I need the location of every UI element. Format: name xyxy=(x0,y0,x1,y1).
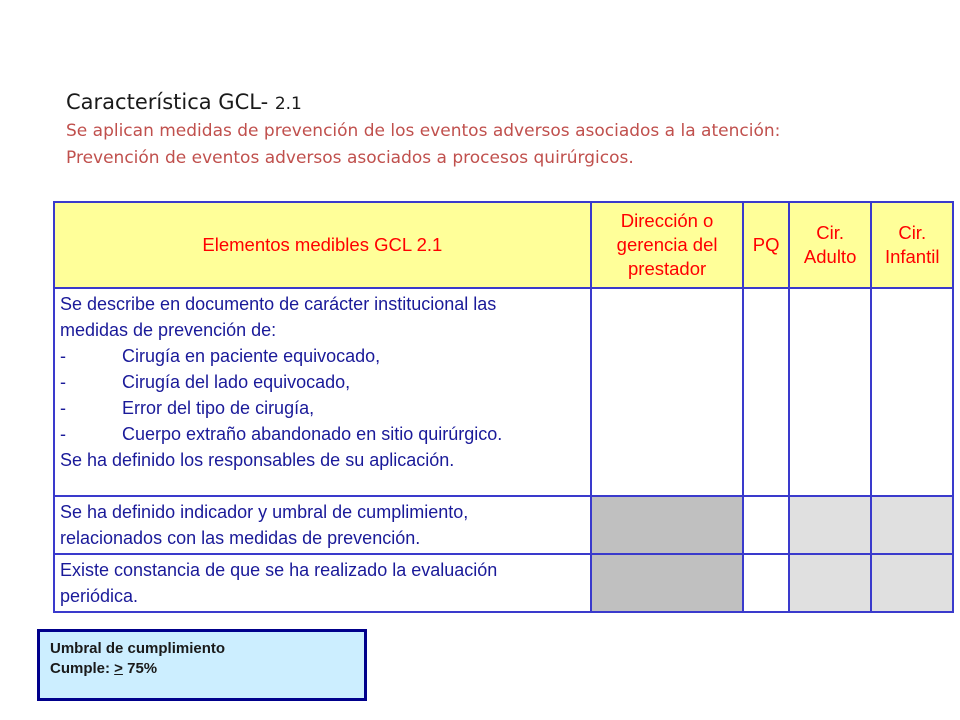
compliance-threshold-box xyxy=(37,629,367,701)
table-row xyxy=(54,554,953,612)
row-1-pq-cell xyxy=(743,288,788,496)
title-number: 2.1 xyxy=(274,94,302,114)
header-elements: Elementos medibles GCL 2.1 xyxy=(54,202,591,288)
characteristic-description-line-1: Se aplican medidas de prevención de los eventos adversos asociados a la atención: xyxy=(66,121,781,141)
row-1-cir-child-cell xyxy=(871,288,953,496)
row-2-cir-child-cell xyxy=(871,496,953,554)
title-prefix: Característica GCL- xyxy=(66,90,275,114)
row-1-cir-adult-cell xyxy=(789,288,872,496)
table-header-row xyxy=(54,202,953,288)
header-cir-adult: Cir. Adulto xyxy=(789,202,872,288)
row-3-description: Existe constancia de que se ha realizado la evaluación periódica. xyxy=(54,554,591,612)
row-2-pq-cell xyxy=(743,496,788,554)
row-3-direction-cell xyxy=(591,554,744,612)
row-1-direction-cell xyxy=(591,288,744,496)
header-pq: PQ xyxy=(743,202,788,288)
table-row xyxy=(54,496,953,554)
measurable-elements-table xyxy=(53,201,954,613)
characteristic-title xyxy=(66,88,946,118)
row-2-description: Se ha definido indicador y umbral de cumplimiento, relacionados con las medidas de prevención. xyxy=(54,496,591,554)
threshold-value: Cumple: > 75% xyxy=(50,660,158,677)
characteristic-heading xyxy=(66,88,946,172)
table-row xyxy=(54,288,953,496)
header-direction: Dirección o gerencia del prestador xyxy=(591,202,744,288)
row-2-cir-adult-cell xyxy=(789,496,872,554)
row-3-cir-child-cell xyxy=(871,554,953,612)
characteristic-description-line-2: Prevención de eventos adversos asociados a procesos quirúrgicos. xyxy=(66,148,634,168)
header-cir-child: Cir. Infantil xyxy=(871,202,953,288)
row-1-description: Se describe en documento de carácter institucional las medidas de prevención de: - Cirugía en paciente equivocado, - Cirugía del lado equivocado, - Error del tipo de cirugía, - Cuerpo extraño abandonado en sitio quirúrgico. Se ha definido los responsables de su aplicación. xyxy=(54,288,591,496)
row-3-cir-adult-cell xyxy=(789,554,872,612)
row-3-pq-cell xyxy=(743,554,788,612)
row-2-direction-cell xyxy=(591,496,744,554)
threshold-label: Umbral de cumplimiento xyxy=(50,640,226,657)
